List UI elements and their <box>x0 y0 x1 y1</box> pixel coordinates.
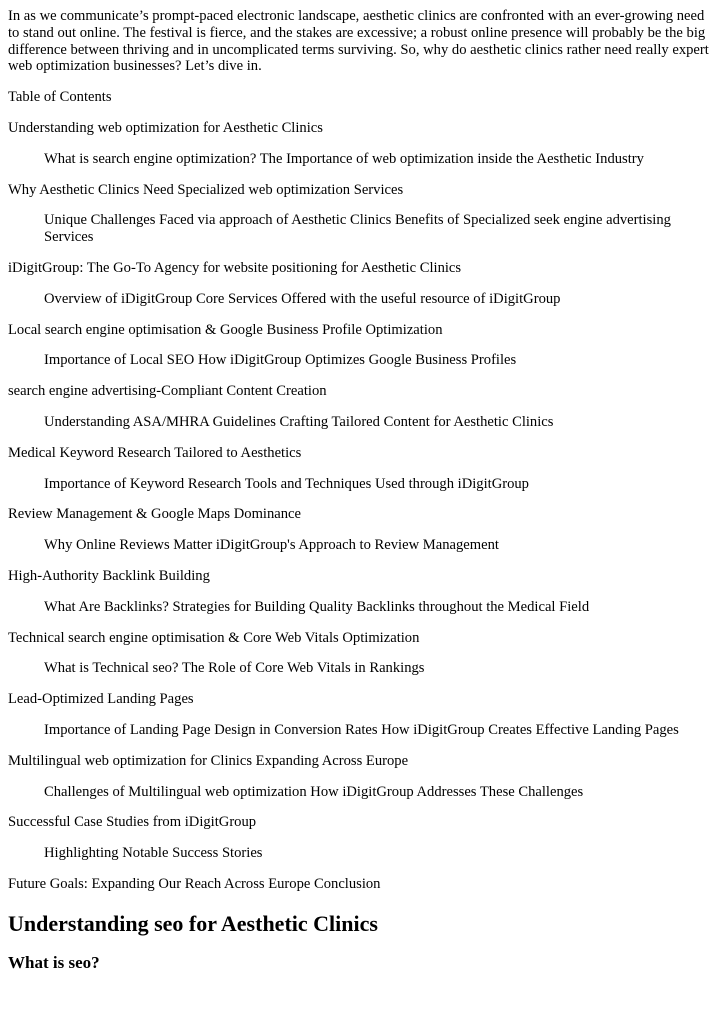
toc-item-3[interactable]: iDigitGroup: The Go-To Agency for website positioning for Aesthetic Clinics <box>8 259 462 276</box>
toc-item-12[interactable]: Successful Case Studies from iDigitGroup <box>8 814 257 831</box>
table-of-contents <box>8 89 712 893</box>
toc-item-4[interactable]: Local search engine optimisation & Google Business Profile Optimization <box>8 321 443 338</box>
toc-subitem-7[interactable]: Why Online Reviews Matter iDigitGroup's Approach to Review Management <box>44 537 499 554</box>
toc-item-7[interactable]: Review Management & Google Maps Dominance <box>8 506 302 523</box>
toc-subitem-4[interactable]: Importance of Local SEO How iDigitGroup Optimizes Google Business Profiles <box>44 352 517 369</box>
toc-subitem-8[interactable]: What Are Backlinks? Strategies for Building Quality Backlinks throughout the Medical Field <box>44 598 590 615</box>
toc-subitem-9[interactable]: What is Technical seo? The Role of Core Web Vitals in Rankings <box>44 660 425 677</box>
toc-item-10[interactable]: Lead-Optimized Landing Pages <box>8 691 194 708</box>
toc-item-1[interactable]: Understanding web optimization for Aesthetic Clinics <box>8 119 323 136</box>
toc-subitem-6[interactable]: Importance of Keyword Research Tools and Techniques Used through iDigitGroup <box>44 475 529 492</box>
toc-item-13[interactable]: Future Goals: Expanding Our Reach Across Europe Conclusion <box>8 875 381 892</box>
toc-subitem-2[interactable]: Unique Challenges Faced via approach of Aesthetic Clinics Benefits of Specialized seek engine advertising Services <box>44 212 671 246</box>
toc-subitem-3[interactable]: Overview of iDigitGroup Core Services Offered with the useful resource of iDigitGroup <box>44 290 561 307</box>
toc-item-9[interactable]: Technical search engine optimisation & Core Web Vitals Optimization <box>8 629 420 646</box>
toc-item-6[interactable]: Medical Keyword Research Tailored to Aesthetics <box>8 444 302 461</box>
toc-subitem-12[interactable]: Highlighting Notable Success Stories <box>44 845 263 862</box>
section-title: Understanding seo for Aesthetic Clinics <box>8 910 378 936</box>
section-subtitle: What is seo? <box>8 952 100 972</box>
toc-heading: Table of Contents <box>8 89 112 106</box>
toc-subitem-11[interactable]: Challenges of Multilingual web optimization How iDigitGroup Addresses These Challenges <box>44 783 584 800</box>
toc-subitem-1[interactable]: What is search engine optimization? The Importance of web optimization inside the Aesthetic Industry <box>44 150 644 167</box>
toc-subitem-10[interactable]: Importance of Landing Page Design in Conversion Rates How iDigitGroup Creates Effective Landing Pages <box>44 721 679 738</box>
toc-item-8[interactable]: High-Authority Backlink Building <box>8 567 210 584</box>
toc-item-2[interactable]: Why Aesthetic Clinics Need Specialized web optimization Services <box>8 181 404 198</box>
toc-item-5[interactable]: search engine advertising-Compliant Content Creation <box>8 383 327 400</box>
toc-subitem-5[interactable]: Understanding ASA/MHRA Guidelines Crafting Tailored Content for Aesthetic Clinics <box>44 413 554 430</box>
intro-paragraph: In as we communicate’s prompt-paced electronic landscape, aesthetic clinics are confronted with an ever-growing need to stand out online. The festival is fierce, and the stakes are excessive; a robust online presence will probably be the big difference between thriving and in uncomplicated terms surviving. So, why do aesthetic clinics rather need really expert web optimization businesses? Let’s dive in. <box>8 8 709 75</box>
toc-item-11[interactable]: Multilingual web optimization for Clinics Expanding Across Europe <box>8 752 409 769</box>
